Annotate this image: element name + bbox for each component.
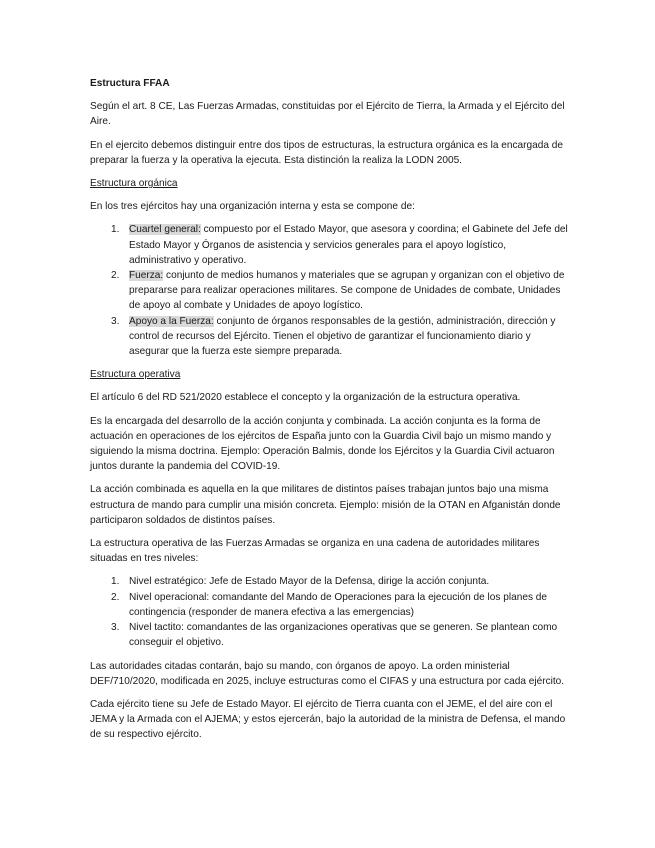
list-item-text: conjunto de medios humanos y materiales que se agrupan y organizan con el objetivo de prepararse para realizar operaciones militares. Se compone de Unidades de combate, Unidades de apoyo al combate y Unidades de apoyo logístico. xyxy=(129,270,565,312)
list-item-text: compuesto por el Estado Mayor, que asesora y coordina; el Gabinete del Jefe del Estado Mayor y Órganos de asistencia y servicios generales para el apoyo logístico, administrativo y operativo. xyxy=(129,224,568,266)
list-item xyxy=(90,222,568,268)
operative-paragraph-5: Las autoridades citadas contarán, bajo su mando, con órganos de apoyo. La orden ministerial DEF/710/2020, modificada en 2025, incluye estructuras como el CIFAS y una estructura por cada ejército. xyxy=(90,660,565,687)
operative-paragraph-6: Cada ejército tiene su Jefe de Estado Mayor. El ejército de Tierra cuanta con el JEME, el del aire con el JEMA y la Armada con el AJEMA; y estos ejercerán, bajo la autoridad de la ministra de Defensa, el mando de su respectivo ejército. xyxy=(90,698,566,741)
highlighted-term: Apoyo a la Fuerza: xyxy=(129,315,214,327)
list-item xyxy=(90,620,568,650)
highlighted-term: Cuartel general: xyxy=(129,224,201,236)
operative-heading: Estructura operativa xyxy=(90,369,181,381)
organic-list xyxy=(90,222,568,359)
list-number: 3. xyxy=(111,622,120,634)
list-number: 1. xyxy=(111,576,120,588)
list-item xyxy=(90,268,568,314)
organic-intro: En los tres ejércitos hay una organización interna y esta se compone de: xyxy=(90,201,415,213)
intro-paragraph: Según el art. 8 CE, Las Fuerzas Armadas, constituidas por el Ejército de Tierra, la Armada y el Ejército del Aire. xyxy=(90,101,565,128)
operative-paragraph-3: La acción combinada es aquella en la que militares de distintos países trabajan juntos bajo una misma estructura de mando para cumplir una misión concreta. Ejemplo: misión de la OTAN en Afganistán donde participaron soldados de distintos países. xyxy=(90,484,561,526)
levels-list xyxy=(90,574,568,650)
list-number: 3. xyxy=(111,315,120,327)
list-item xyxy=(90,590,568,620)
list-number: 1. xyxy=(111,224,120,236)
list-item-text: Nivel tactito: comandantes de las organizaciones operativas que se generen. Se plantean como conseguir el objetivo. xyxy=(129,622,558,649)
operative-paragraph-4: La estructura operativa de las Fuerzas Armadas se organiza en una cadena de autoridades militares situadas en tres niveles: xyxy=(90,538,540,565)
list-item xyxy=(90,574,568,589)
document-title: Estructura FFAA xyxy=(90,78,170,89)
organic-heading: Estructura orgánica xyxy=(90,178,178,190)
list-item xyxy=(90,314,568,360)
list-item-text: Nivel estratégico: Jefe de Estado Mayor de la Defensa, dirige la acción conjunta. xyxy=(129,576,490,588)
operative-paragraph-2: Es la encargada del desarrollo de la acción conjunta y combinada. La acción conjunta es la forma de actuación en operaciones de los ejércitos de España junto con la Guardia Civil bajo un mismo mando y siguiendo la misma doctrina. Ejemplo: Operación Balmis, donde los Ejércitos y la Guardia Civil actuaron juntos durante la pandemia del COVID-19. xyxy=(90,415,555,473)
highlighted-term: Fuerza: xyxy=(129,270,164,282)
document-page xyxy=(90,76,568,751)
list-number: 2. xyxy=(111,591,120,603)
list-item-text: Nivel operacional: comandante del Mando de Operaciones para la ejecución de los planes de contingencia (responder de manera efectiva a las emergencias) xyxy=(129,591,548,618)
list-item-text: conjunto de órganos responsables de la gestión, administración, dirección y control de recursos del Ejército. Tienen el objetivo de garantizar el funcionamiento diario y asegurar que la fuerza este siempre preparada. xyxy=(129,315,556,358)
operative-paragraph-1: El artículo 6 del RD 521/2020 establece el concepto y la organización de la estructura operativa. xyxy=(90,392,521,404)
distinction-paragraph: En el ejercito debemos distinguir entre dos tipos de estructuras, la estructura orgánica es la encargada de preparar la fuerza y la operativa la ejecuta. Esta distinción la realiza la LODN 2005. xyxy=(90,139,563,166)
list-number: 2. xyxy=(111,270,120,282)
